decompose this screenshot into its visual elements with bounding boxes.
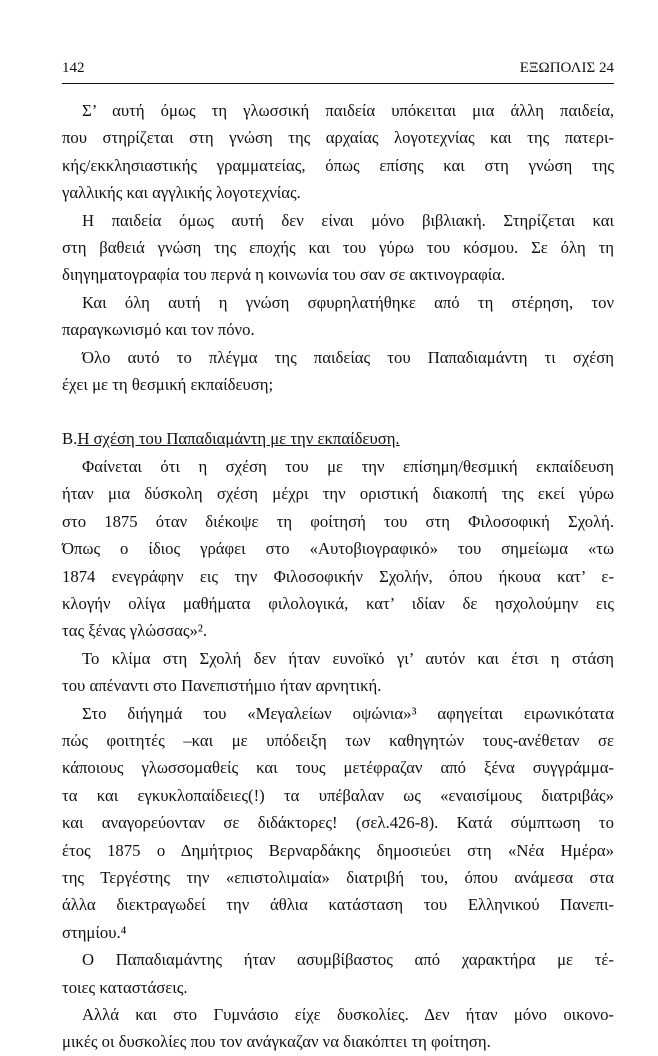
text-line: και αναγορεύονταν σε διδάκτορες! (σελ.426-8). Κατά σύμπτωση το [62,813,614,833]
text-line: κάποιους γλωσσομαθείς και τους μετέφραζαν από ξένα συγγράμμα- [62,758,614,778]
text-line: Όλο αυτό το πλέγμα της παιδείας του Παπαδιαμάντη τι σχέση [82,347,614,367]
text-line: μικές οι δυσκολίες που τον ανάγκαζαν να διακόπτει τη φοίτηση. [62,1032,491,1052]
text-line: Όπως ο ίδιος γράφει στο «Αυτοβιογραφικό» του σημείωμα «τω [62,539,614,559]
text-line: τοιες καταστάσεις. [62,977,188,997]
text-line: 1874 ενεγράφην εις την Φιλοσοφικήν Σχολήν, όπου ήκουα κατ’ ε- [62,566,614,586]
text-line: Φαίνεται ότι η σχέση του με την επίσημη/θεσμική εκπαίδευση [82,456,614,476]
text-line: στο 1875 όταν διέκοψε τη φοίτησή του στη Φιλοσοφική Σχολή. [62,511,614,531]
text-line: γαλλικής και αγγλικής λογοτεχνίας. [62,183,301,203]
text-line: Η παιδεία όμως αυτή δεν είναι μόνο βιβλιακή. Στηρίζεται και [82,210,614,230]
section-heading [62,425,614,452]
text-line: που στηρίζεται στη γνώση της αρχαίας λογοτεχνίας και της πατερι- [62,128,614,148]
text-line: στη βαθειά γνώση της εποχής και του γύρω του κόσμου. Σε όλη τη [62,238,614,258]
text-part-2 [62,453,614,1056]
text-line: Το κλίμα στη Σχολή δεν ήταν ευνοϊκό γι’ αυτόν και έτσι η στάση [82,648,614,668]
text-line: κής/εκκλησιαστικής γραμματείας, όπως επίσης και στη γνώση της [62,155,614,175]
text-line: Σ’ αυτή όμως τη γλωσσική παιδεία υπόκειται μια άλλη παιδεία, [82,101,614,120]
paragraph [62,946,614,1001]
text-line: παραγκωνισμό και τον πόνο. [62,320,255,340]
paragraph [62,97,614,207]
paragraph [62,645,614,700]
paragraph [62,700,614,947]
text-line: έτος 1875 ο Δημήτριος Βερναρδάκης δημοσιεύει στη «Νέα Ημέρα» [62,840,614,860]
text-line: κλογήν ολίγα μαθήματα φιλολογικά, κατ’ ιδίαν δε ησχολούμην εις [62,593,614,613]
text-line: της Τεργέστης την «επιστολιμαία» διατριβή του, όπου ανάμεσα στα [62,867,614,887]
text-line: άλλα διεκτραγωδεί την άθλια κατάσταση του Ελληνικού Πανεπι- [62,895,614,915]
paragraph [62,344,614,399]
paragraph [62,453,614,645]
running-header [62,60,614,84]
page-body [62,97,614,1056]
text-line: του απέναντι στο Πανεπιστήμιο ήταν αρνητική. [62,676,382,696]
section-title: Η σχέση του Παπαδιαμάντη με την εκπαίδευση. [77,429,400,449]
text-line: στημίου.⁴ [62,922,127,942]
paragraph [62,289,614,344]
paragraph [62,207,614,289]
section-gap [62,398,614,425]
section-prefix: Β. [62,429,78,449]
text-line: ήταν μια δύσκολη σχέση μέχρι την οριστική διακοπή της εκεί γύρω [62,484,614,504]
text-line: έχει με τη θεσμική εκπαίδευση; [62,375,274,395]
text-part-1 [62,97,614,398]
page-number: 142 [62,60,85,76]
paragraph [62,1001,614,1056]
text-line: Στο διήγημά του «Μεγαλείων οψώνια»³ αφηγείται ειρωνικότατα [82,703,614,723]
text-line: Ο Παπαδιαμάντης ήταν ασυμβίβαστος από χαρακτήρα με τέ- [82,950,614,970]
text-line: τας ξένας γλώσσας»². [62,621,208,641]
running-title: ΕΞΩΠΟΛΙΣ 24 [519,60,614,76]
text-line: Αλλά και στο Γυμνάσιο είχε δυσκολίες. Δεν ήταν μόνο οικονο- [82,1005,614,1024]
text-line: διηγηματογραφία του περνά η κοινωνία του σαν σε ακτινογραφία. [62,265,506,285]
text-line: Και όλη αυτή η γνώση σφυρηλατήθηκε από τη στέρηση, τον [82,292,614,312]
text-line: τα και εγκυκλοπαίδειες(!) τα υπέβαλαν ως «εναισίμους διατριβάς» [62,785,614,805]
text-line: πώς φοιτητές –και με υπόδειξη των καθηγητών τους-ανέθεταν σε [62,730,614,750]
